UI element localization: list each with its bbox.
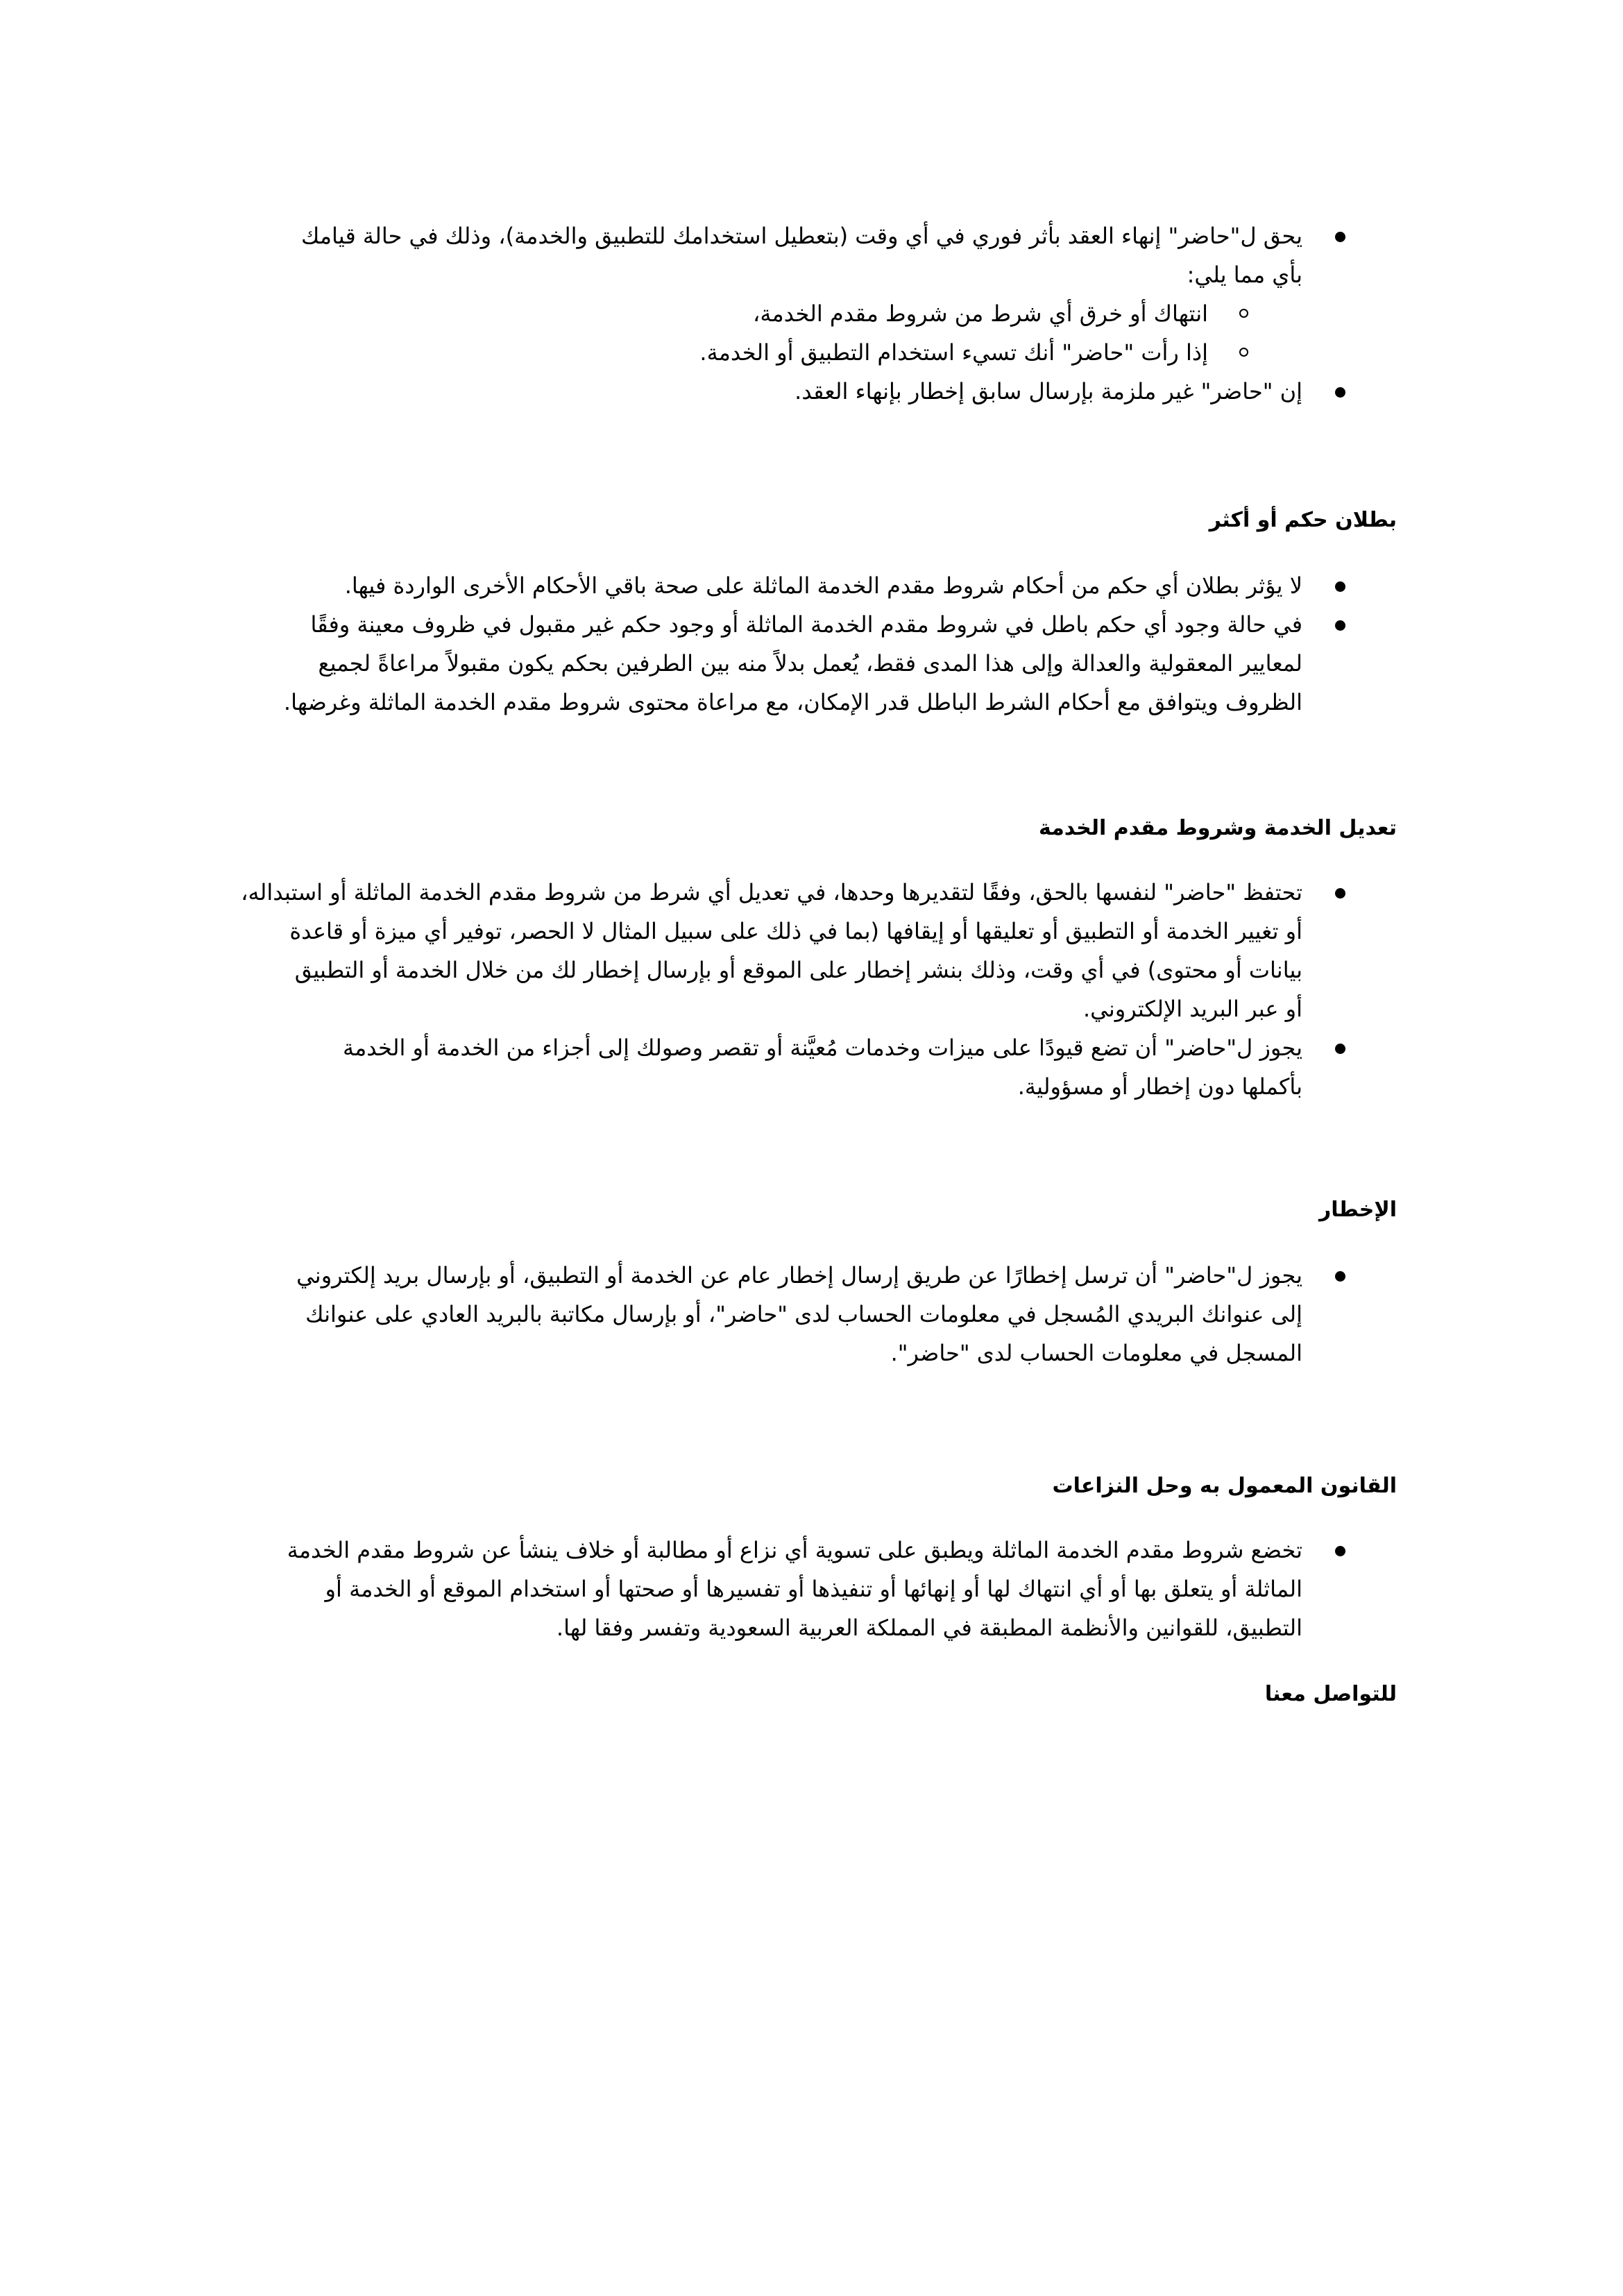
- modification-section: [238, 873, 1397, 1106]
- text-line: لمعايير المعقولية والعدالة وإلى هذا المدى فقط، يُعمل بدلاً منه بين الطرفين بحكم يكون مقبولاً مراعاةً لجميع: [318, 650, 1302, 677]
- text-line: بأكملها دون إخطار أو مسؤولية.: [1017, 1073, 1302, 1100]
- sub-list-item: [238, 294, 1397, 333]
- text-line: إن "حاضر" غير ملزمة بإرسال سابق إخطار بإنهاء العقد.: [794, 378, 1302, 405]
- notice-section: [238, 1256, 1397, 1372]
- section-heading: للتواصل معنا: [1264, 1682, 1397, 1706]
- text-line: الماثلة أو يتعلق بها أو أي انتهاك لها أو إنهائها أو تنفيذها أو تفسيرها أو صحتها أو استخدام الموقع أو الخدمة أو: [325, 1576, 1302, 1602]
- section-heading: القانون المعمول به وحل النزاعات: [1052, 1474, 1397, 1498]
- list-item: [238, 566, 1397, 605]
- circle-bullet-icon: [1239, 309, 1248, 318]
- section-heading: بطلان حكم أو أكثر: [1209, 508, 1397, 532]
- text-line: بأي مما يلي:: [1187, 262, 1302, 288]
- text-line: إلى عنوانك البريدي المُسجل في معلومات الحساب لدى "حاضر"، أو بإرسال مكاتبة بالبريد العادي على عنوانك: [305, 1301, 1302, 1327]
- text-line: أو عبر البريد الإلكتروني.: [1083, 996, 1302, 1022]
- bullet-icon: [1335, 1546, 1345, 1556]
- text-line: يجوز ل"حاضر" أن تضع قيودًا على ميزات وخدمات مُعيَّنة أو تقصر وصولك إلى أجزاء من الخدمة أو الخدمة: [342, 1035, 1302, 1061]
- text-line: في حالة وجود أي حكم باطل في شروط مقدم الخدمة الماثلة أو وجود حكم غير مقبول في ظروف معينة وفقًا: [310, 611, 1302, 638]
- text-line: تخضع شروط مقدم الخدمة الماثلة ويطبق على تسوية أي نزاع أو مطالبة أو خلاف ينشأ عن شروط مقدم الخدمة: [287, 1537, 1302, 1563]
- text-line: إذا رأت "حاضر" أنك تسيء استخدام التطبيق أو الخدمة.: [699, 339, 1208, 366]
- bullet-icon: [1335, 387, 1345, 398]
- circle-bullet-icon: [1239, 348, 1248, 357]
- text-line: تحتفظ "حاضر" لنفسها بالحق، وفقًا لتقديرها وحدها، في تعديل أي شرط من شروط مقدم الخدمة الماثلة أو استبداله،: [241, 879, 1302, 905]
- text-line: يحق ل"حاضر" إنهاء العقد بأثر فوري في أي وقت (بتعطيل استخدامك للتطبيق والخدمة)، وذلك في حالة قيامك: [300, 223, 1302, 249]
- termination-section: [238, 216, 1397, 411]
- text-line: انتهاك أو خرق أي شرط من شروط مقدم الخدمة،: [753, 300, 1208, 327]
- list-item: [238, 1531, 1397, 1647]
- bullet-icon: [1335, 232, 1345, 242]
- list-item: [238, 1028, 1397, 1106]
- text-line: أو تغيير الخدمة أو التطبيق أو تعليقها أو إيقافها (بما في ذلك على سبيل المثال لا الحصر، توفير أي ميزة أو قاعدة: [289, 918, 1302, 944]
- list-item: [238, 873, 1397, 1028]
- law-section: [238, 1531, 1397, 1647]
- list-item: [238, 1256, 1397, 1372]
- list-item: [238, 605, 1397, 722]
- text-line: الظروف ويتوافق مع أحكام الشرط الباطل قدر الإمكان، مع مراعاة محتوى شروط مقدم الخدمة الماثلة وغرضها.: [283, 689, 1302, 715]
- invalidity-section: [238, 566, 1397, 722]
- sub-list-item: [238, 333, 1397, 372]
- bullet-icon: [1335, 1271, 1345, 1282]
- text-line: لا يؤثر بطلان أي حكم من أحكام شروط مقدم الخدمة الماثلة على صحة باقي الأحكام الأخرى الواردة فيها.: [344, 572, 1302, 599]
- text-line: التطبيق، للقوانين والأنظمة المطبقة في المملكة العربية السعودية وتفسر وفقا لها.: [556, 1615, 1302, 1641]
- text-line: بيانات أو محتوى) في أي وقت، وذلك بنشر إخطار على الموقع أو بإرسال إخطار لك من خلال الخدمة أو التطبيق: [294, 957, 1302, 983]
- bullet-icon: [1335, 888, 1345, 899]
- section-heading: الإخطار: [1318, 1198, 1397, 1222]
- section-heading: تعديل الخدمة وشروط مقدم الخدمة: [1039, 816, 1397, 840]
- list-item: [238, 216, 1397, 372]
- text-line: يجوز ل"حاضر" أن ترسل إخطارًا عن طريق إرسال إخطار عام عن الخدمة أو التطبيق، أو بإرسال بريد إلكتروني: [296, 1262, 1302, 1289]
- bullet-icon: [1335, 581, 1345, 592]
- bullet-icon: [1335, 620, 1345, 631]
- bullet-icon: [1335, 1044, 1345, 1054]
- text-line: المسجل في معلومات الحساب لدى "حاضر".: [890, 1340, 1302, 1366]
- list-item: [238, 372, 1397, 411]
